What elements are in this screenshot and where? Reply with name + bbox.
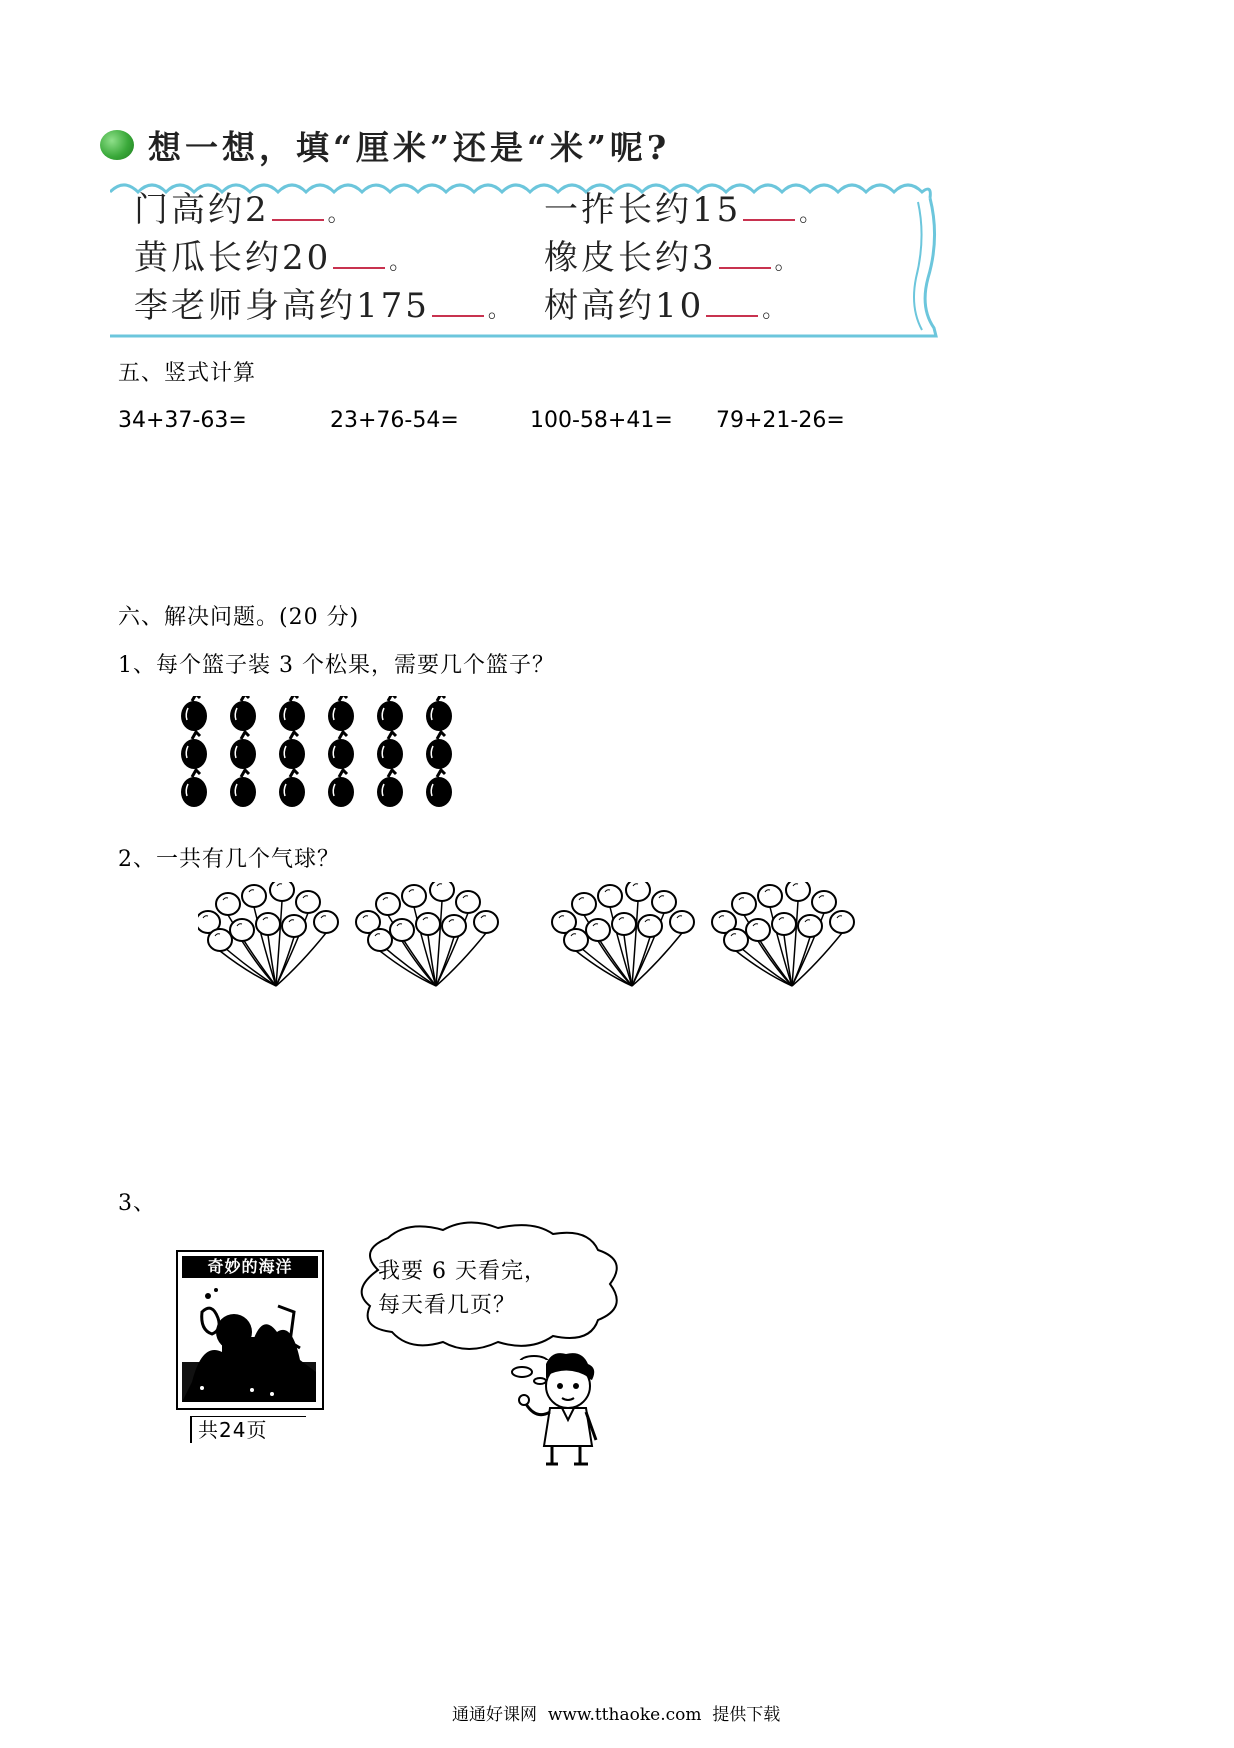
pinecone-icon [230, 770, 256, 807]
pinecone-grid [180, 696, 460, 816]
pinecone-icon [328, 770, 354, 807]
book-illustration [182, 1282, 316, 1402]
question-2: 2、一共有几个气球？ [118, 847, 340, 872]
pinecone-icon [279, 732, 305, 769]
answer-blank[interactable] [333, 239, 385, 269]
fill-item-2: 一拃长约15 。 [544, 190, 825, 230]
section-5-title: 五、竖式计算 [118, 361, 257, 386]
fill-item-5: 李老师身高约175 。 [134, 286, 513, 326]
answer-blank[interactable] [719, 239, 771, 269]
balloon-bunch-icon [552, 882, 694, 986]
answer-blank[interactable] [706, 287, 758, 317]
footer-site-name: 通通好课网 [452, 1705, 537, 1725]
footer-url[interactable]: www.tthaoke.com [547, 1705, 702, 1725]
balloon-bunch-icon [198, 882, 338, 986]
book-cover [176, 1250, 324, 1410]
answer-blank[interactable] [272, 191, 324, 221]
fill-item-3: 黄瓜长约20 。 [134, 238, 415, 278]
question-1: 1、每个篮子装 3 个松果，需要几个篮子？ [118, 653, 555, 678]
speech-line-2: 每天看几页？ [378, 1293, 517, 1318]
fill-box-title: 想一想，填“厘米”还是“米”呢? [148, 127, 671, 167]
balloon-bunch-icon [356, 882, 498, 986]
boy-figure [506, 1350, 606, 1468]
footer-suffix: 提供下载 [712, 1705, 781, 1725]
answer-blank[interactable] [432, 287, 484, 317]
pinecone-grid-svg [180, 696, 460, 816]
pinecone-icon [279, 770, 305, 807]
pinecone-icon [426, 732, 452, 769]
balloon-bunch-icon [712, 882, 854, 986]
equation-1: 34+37-63= [118, 408, 247, 433]
green-bubble-icon [100, 130, 134, 160]
pinecone-icon [181, 770, 207, 807]
pinecone-icon [426, 696, 452, 731]
fill-item-1: 门高约2 。 [134, 190, 353, 230]
question-3-number: 3、 [118, 1191, 156, 1216]
pinecone-icon [377, 696, 403, 731]
balloon-bunches [198, 882, 878, 992]
pinecone-icon [279, 696, 305, 731]
pinecone-icon [328, 696, 354, 731]
fill-in-unit-box [110, 120, 950, 345]
section-6-title: 六、解决问题。(20 分) [118, 605, 360, 630]
pinecone-icon [377, 770, 403, 807]
equation-4: 79+21-26= [716, 408, 845, 433]
equation-3: 100-58+41= [530, 408, 673, 433]
pinecone-icon [181, 732, 207, 769]
pinecone-icon [230, 696, 256, 731]
pinecone-icon [230, 732, 256, 769]
equation-2: 23+76-54= [330, 408, 459, 433]
pinecone-icon [328, 732, 354, 769]
answer-blank[interactable] [743, 191, 795, 221]
pinecone-icon [181, 696, 207, 731]
balloon-bunches-svg [198, 882, 878, 992]
pinecone-icon [426, 770, 452, 807]
speech-line-1: 我要 6 天看完， [378, 1259, 547, 1284]
fill-item-4: 橡皮长约3 。 [544, 238, 800, 278]
pinecone-icon [377, 732, 403, 769]
fill-item-6: 树高约10 。 [544, 286, 788, 326]
footer [452, 1700, 780, 1725]
fill-box-header [110, 120, 670, 170]
book-page-count: 共24页 [190, 1416, 306, 1443]
book-title: 奇妙的海洋 [182, 1256, 318, 1278]
